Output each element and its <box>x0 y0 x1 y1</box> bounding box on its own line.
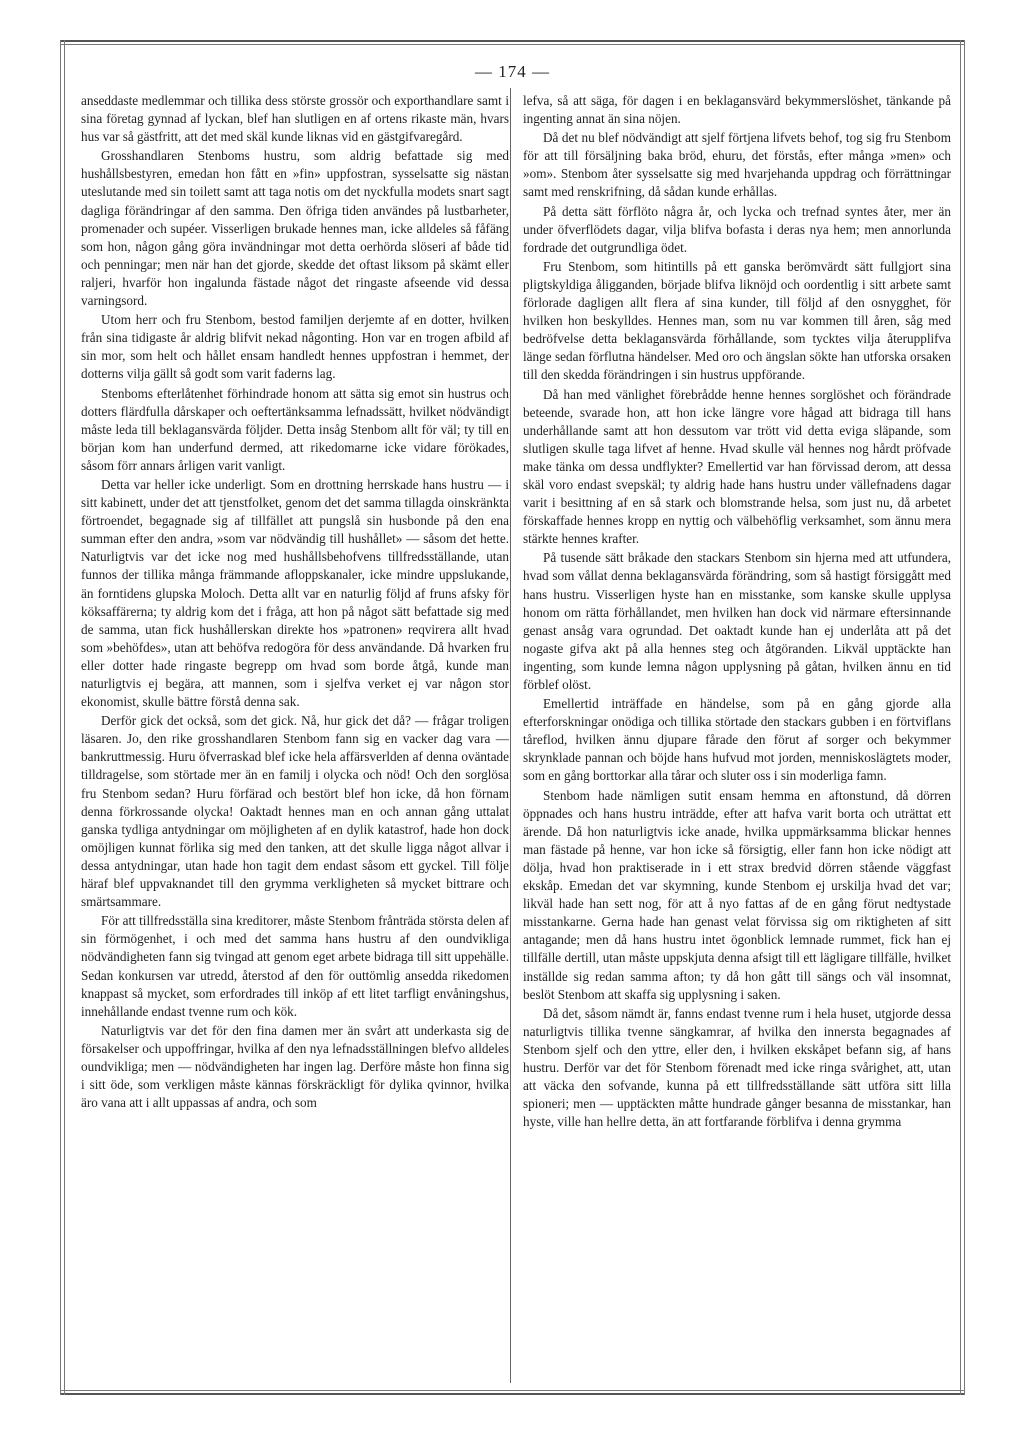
paragraph: Fru Stenbom, som hitintills på ett ganska berömvärdt sätt fullgjort sina pligtskyldiga åligganden, började blifva liknöjd och oordentlig i sitt arbete samt förlorade dagligen allt flera af sina kunder, till följd af den osnygghet, för hvilken hon beskylldes. Hennes man, som nu var kommen till åren, såg med bedröfvelse detta beklagansvärda förhållande, som tycktes vilja återupplifva länge sedan förflutna händelser. Med oro och ängslan sökte han utforska orsaken till den skedda förändringen i sin hustrus uppförande. <box>523 258 951 383</box>
page-number: — 174 — <box>475 62 550 81</box>
paragraph: Naturligtvis var det för den fina damen mer än svårt att underkasta sig de försakelser och uppoffringar, hvilka af den nya lefnadsställningen blefvo alldeles oundvikliga; men — nödvändigheten har ingen lag. Derföre måste hon finna sig i sitt öde, som verkligen måste kännas förskräckligt för dylika qvinnor, hvilka äro vana att i allt uppassas af andra, och som <box>81 1022 509 1111</box>
frame-rule-right <box>964 40 965 1395</box>
paragraph: Då det, såsom nämdt är, fanns endast tvenne rum i hela huset, utgjorde dessa naturligtvis tillika tvenne sängkamrar, af hvilka den innersta begagnades af Stenbom sjelf och den yttre, eller den, i hvilken ekskåpet befann sig, af hans hustru. Derför var det för Stenbom förenadt med icke ringa svårighet, att, utan att väcka den sofvande, kunna på ett tillfredsställande sätt utföra sitt lilla spioneri; men — upptäckten måtte hundrade gånger besanna de misstankar, han hyste, ville han hellre detta, än att fortfarande förblifva i denna grymma <box>523 1005 951 1130</box>
paragraph: Då han med vänlighet förebrådde henne hennes sorglöshet och förändrade beteende, svarade hon, att hon icke längre vore hågad att bidraga till hans underhållande samt att hon dessutom var trött vid detta eviga släpande, som slutligen skulle taga lifvet af henne. Hvad skulle väl hennes nog hårdt pröfvade make tänka om dessa undflykter? Emellertid var han förvissad derom, att dessa skäl voro endast svepskäl; ty aldrig hade hans hustru under vällefnadens dagar varit i besittning af en så stark och blomstrande helsa, som just nu, då arbetet förskaffade hennes kropp en nyttig och välbehöflig verksamhet, som ännu mera stärkte hennes krafter. <box>523 386 951 547</box>
paragraph: På tusende sätt bråkade den stackars Stenbom sin hjerna med att utfundera, hvad som vållat denna beklagansvärda förändring, som så hastigt försiggått med hans hustru. Visserligen hyste han en misstanke, som kanske skulle upplysa honom om rätta förhållandet, men hvilken han dock vid närmare eftersinnande genast ansåg vara ogrundad. Det oaktadt kunde han ej underlåta att på det nogaste gifva akt på alla hennes steg och åtgöranden. Likväl upptäckte han ingenting, som kunde lemna någon upplysning på gåtan, hvilken ännu en tid förblef olöst. <box>523 550 951 692</box>
frame-rule-bottom-inner <box>60 1390 965 1391</box>
paragraph: Emellertid inträffade en händelse, som på en gång gjorde alla efterforskningar onödiga och tillika störtade den stackars gubben i en förtviflans tåreflod, hvilken ännu djupare fårade den förut af sorger och bekymmer skrynklade pannan och böjde hans hufvud mot jorden, menniskoslägtets moder, som en gång borttorkar alla tårar och sluter oss i sin moderliga famn. <box>523 696 951 784</box>
paragraph: För att tillfredsställa sina kreditorer, måste Stenbom frånträda största delen af sin förmögenhet, i och med det samma hans hustru af den oundvikliga nödvändigheten fann sig tvingad att genom eget arbete bidraga till sitt uppehälle. Sedan konkursen var utredd, återstod af den för outtömlig ansedda rikedomen knappast så mycket, som erfordrades till inköp af ett litet tarfligt envåningshus, innehållande endast tvenne rum och kök. <box>81 913 509 1019</box>
frame-rule-right-inner <box>960 40 961 1395</box>
paragraph: Derför gick det också, som det gick. Nå, hur gick det då? — frågar troligen läsaren. Jo, den rike grosshandlaren Stenbom fann sig en vacker dag vara — bankruttmessig. Huru öfverraskad blef icke hela affärsverlden af denna oväntade tilldragelse, som störtade mer än en familj i olycka och nöd! Och den sorglösa fru Stenbom sedan? Huru förfärad och bestört blef hon icke, då hon förnam denna förkrossande olycka! Oaktadt hennes man en och annan gång uttalat ganska tydliga antydningar om möjligheten af en dylik katastrof, hade hon dock omöjligen kunnat förlika sig med den tanken, att det skulle ligga något allvar i dessa antydningar, utan hade hon tagit dem endast såsom ett gyckel. Till följe häraf blef uppvaknandet till den grymma verkligheten så mycket bittrare och smärtsammare. <box>81 713 509 910</box>
paragraph: anseddaste medlemmar och tillika dess störste grossör och exporthandlare samt i sina företag gynnad af lyckan, blef han slutligen en af ortens rikaste män, hvars hus var så gästfritt, att det med skäl kunde liknas vid en gästgifvaregård. <box>81 93 509 145</box>
paragraph: lefva, så att säga, för dagen i en beklagansvärd bekymmerslöshet, tänkande på ingenting annat än sina nöjen. <box>523 93 951 127</box>
frame-rule-top-inner <box>60 44 965 45</box>
frame-rule-left <box>60 40 61 1395</box>
frame-rule-bottom <box>60 1393 965 1395</box>
paragraph: På detta sätt förflöto några år, och lycka och trefnad syntes åter, mer än under öfverflödets dagar, vilja blifva bofasta i deras nya hem; men annorlunda fordrade det outgrundliga ödet. <box>523 203 951 255</box>
page <box>60 40 965 1395</box>
paragraph: Utom herr och fru Stenbom, bestod familjen derjemte af en dotter, hvilken från sina tidigaste år aldrig blifvit nekad någonting. Hon var en trogen afbild af sin mor, som helt och hållet ensam handledt hennes uppfostran i hemmet, der dotterns vilja gällt så godt som varit faderns lag. <box>81 312 509 382</box>
frame-rule-top <box>60 40 965 42</box>
paragraph: Stenbom hade nämligen sutit ensam hemma en aftonstund, då dörren öppnades och hans hustru inträdde, efter att hafva varit borta och uträttat ett ärende. Då hon naturligtvis icke anade, hvilka uppmärksamma blickar hennes man fästade på henne, var hon icke så försigtig, eller fann hon icke nödigt att dölja, hvad hon praktiserade in i ett strax bredvid dörren stående väggfast ekskåp. Emedan det var skymning, kunde Stenbom ej urskilja hvad det var; likväl hade han sett nog, för att å nyo fattas af de en gång förut nedtystade misstankarne. Gerna hade han genast velat förvissa sig om riktigheten af sitt antagande; men då hans hustru intet ögonblick lemnade rummet, fick han ej tillfälle dertill, utan måste uppskjuta denna afsigt till ett lägligare tillfälle, hvilket inställde sig redan samma afton; ty då hon gått till sängs och väl insomnat, beslöt Stenbom att skaffa sig upplysning i saken. <box>523 787 951 1002</box>
left-column <box>81 92 509 1377</box>
paragraph: Grosshandlaren Stenboms hustru, som aldrig befattade sig med hushållsbestyren, emedan hon fått en »fin» uppfostran, sysselsatte sig nästan uteslutande med sin toilett samt att taga notis om det nyckfulla modets snart sagt dagliga förändringar af den samma. Den öfriga tiden användes på lustbarheter, promenader och supéer. Visserligen brukade hennes man, icke alldeles så fåfäng som hon, någon gång göra invändningar mot detta oerhörda slöseri af både tid och penningar; men när han det gjorde, skedde det oftast liksom på skämt eller raljeri, hvarför hon ingalunda fästade något det ringaste afseende vid dessa varningsord. <box>81 148 509 309</box>
paragraph: Stenboms efterlåtenhet förhindrade honom att sätta sig emot sin hustrus och dotters flärdfulla dårskaper och oeftertänksamma lefnadssätt, hvilket nödvändigt måste leda till beklagansvärda följder. Detta insåg Stenbom allt för väl; ty till en början kom han underfund dermed, att rikedomarne icke vidare förökades, såsom förr annars årligen varit vanligt. <box>81 385 509 473</box>
column-divider <box>510 88 511 1383</box>
paragraph: Då det nu blef nödvändigt att sjelf förtjena lifvets behof, tog sig fru Stenbom för att till försäljning baka bröd, ehuru, det förstås, efter många »men» och »om». Stenbom åter sysselsatte sig med hvarjehanda uppdrag och förrättningar samt med renskrifning, då sådan kunde erhållas. <box>523 130 951 200</box>
frame-rule-left-inner <box>64 40 65 1395</box>
paragraph: Detta var heller icke underligt. Som en drottning herrskade hans hustru — i sitt kabinett, under det att tjenstfolket, genom det det samma tillagda oinskränkta förtroendet, begagnade sig af tillfället att pungslå sin husbonde på den ena summan efter den andra, »som var nödvändig till hushållet» — såsom det hette. Naturligtvis var det icke nog med hushållsbehofvens tillfredsställande, utan funnos der tillika många främmande afloppskanaler, icke mindre uppslukande, än forntidens glupska Moloch. Detta allt var en naturlig följd af fruns afsky för köksaffärerna; ty aldrig kom det i fråga, att hon på något sätt befattade sig med de samma, utan fick hushållerskan direkte hos »patronen» reqvirera allt hvad som »behöfdes», utan att behöfva redogöra för dess användande. Då hvarken fru eller dotter hade ringaste begrepp om hvad som borde åtgå, kunde man naturligtvis ej begära, att mannen, som i sjelfva verket ej var någon stor ekonomist, skulle bättre förstå denna sak. <box>81 476 509 710</box>
right-column <box>523 92 951 1377</box>
